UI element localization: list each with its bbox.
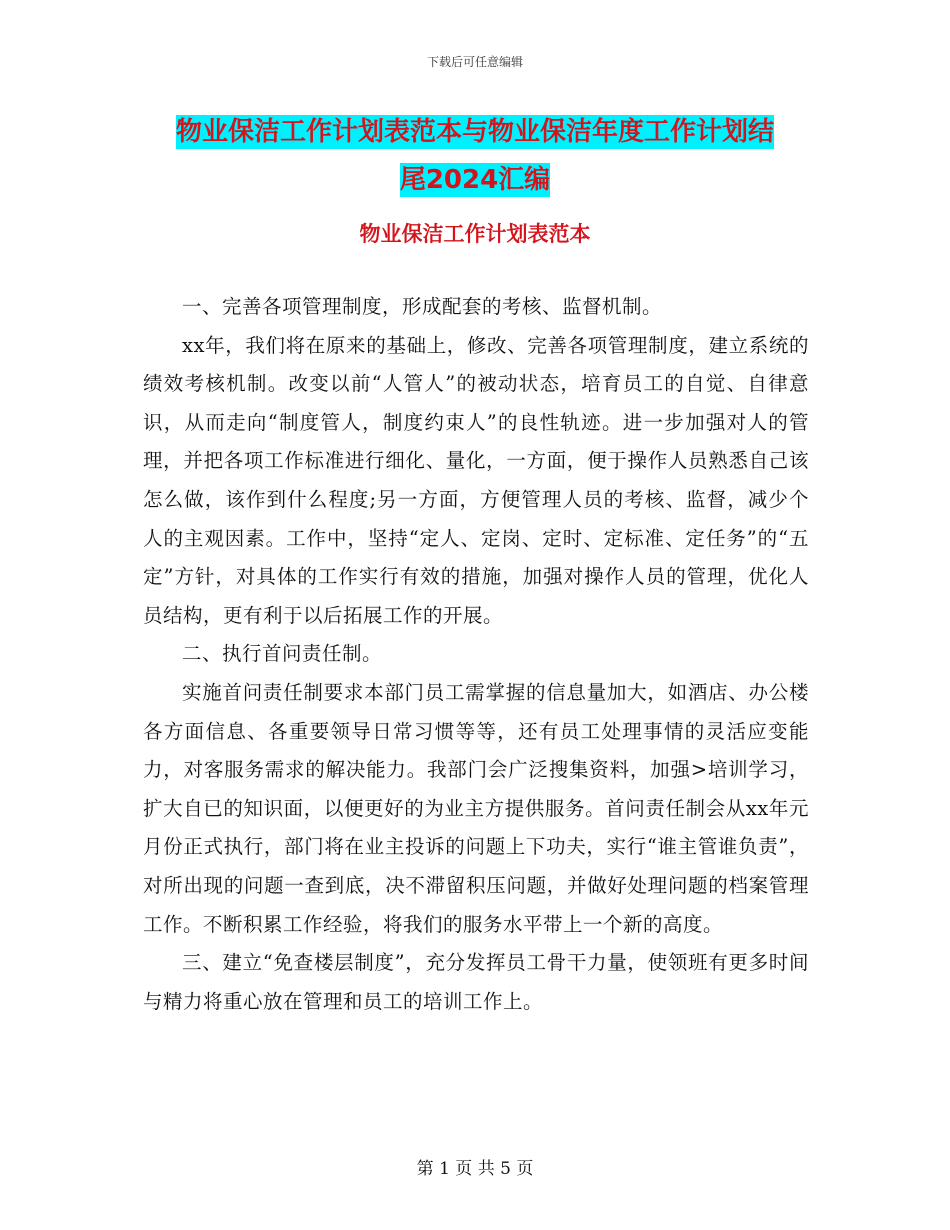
paragraph-heading-3: 三、建立“免查楼层制度”，充分发挥员工骨干力量，使领班有更多时间与精力将重心放在管理和员工的培训工作上。: [143, 951, 809, 1013]
section-title: 物业保洁工作计划表范本: [359, 222, 591, 246]
document-title-line-2: 尾2024汇编: [399, 165, 551, 195]
paragraph-heading-2: 二、执行首问责任制。: [182, 642, 383, 666]
document-title: [145, 108, 805, 204]
document-title-line-1: 物业保洁工作计划表范本与物业保洁年度工作计划结: [175, 117, 774, 147]
page-number: 第 1 页 共 5 页: [416, 1159, 534, 1179]
paragraph-body-1: xx年，我们将在原来的基础上，修改、完善各项管理制度，建立系统的绩效考核机制。改变以前“人管人”的被动状态，培育员工的自觉、自律意识，从而走向“制度管人，制度约束人”的良性轨迹。进一步加强对人的管理，并把各项工作标准进行细化、量化，一方面，便于操作人员熟悉自己该怎么做，该作到什么程度;另一方面，方便管理人员的考核、监督，减少个人的主观因素。工作中，坚持“定人、定岗、定时、定标准、定任务”的“五定”方针，对具体的工作实行有效的措施，加强对操作人员的管理，优化人员结构，更有利于以后拓展工作的开展。: [143, 333, 809, 627]
header-note: 下载后可任意编辑: [426, 55, 523, 69]
paragraph-body-2: 实施首问责任制要求本部门员工需掌握的信息量加大，如酒店、办公楼各方面信息、各重要领导日常习惯等等，还有员工处理事情的灵活应变能力，对客服务需求的解决能力。我部门会广泛搜集资料，加强>培训学习，扩大自已的知识面，以便更好的为业主方提供服务。首问责任制会从xx年元月份正式执行，部门将在业主投诉的问题上下功夫，实行“谁主管谁负责”，对所出现的问题一查到底，决不滞留积压问题，并做好处理问题的档案管理工作。不断积累工作经验，将我们的服务水平带上一个新的高度。: [143, 680, 809, 936]
paragraph-heading-1: 一、完善各项管理制度，形成配套的考核、监督机制。: [182, 295, 663, 318]
document-body: [143, 288, 809, 1021]
